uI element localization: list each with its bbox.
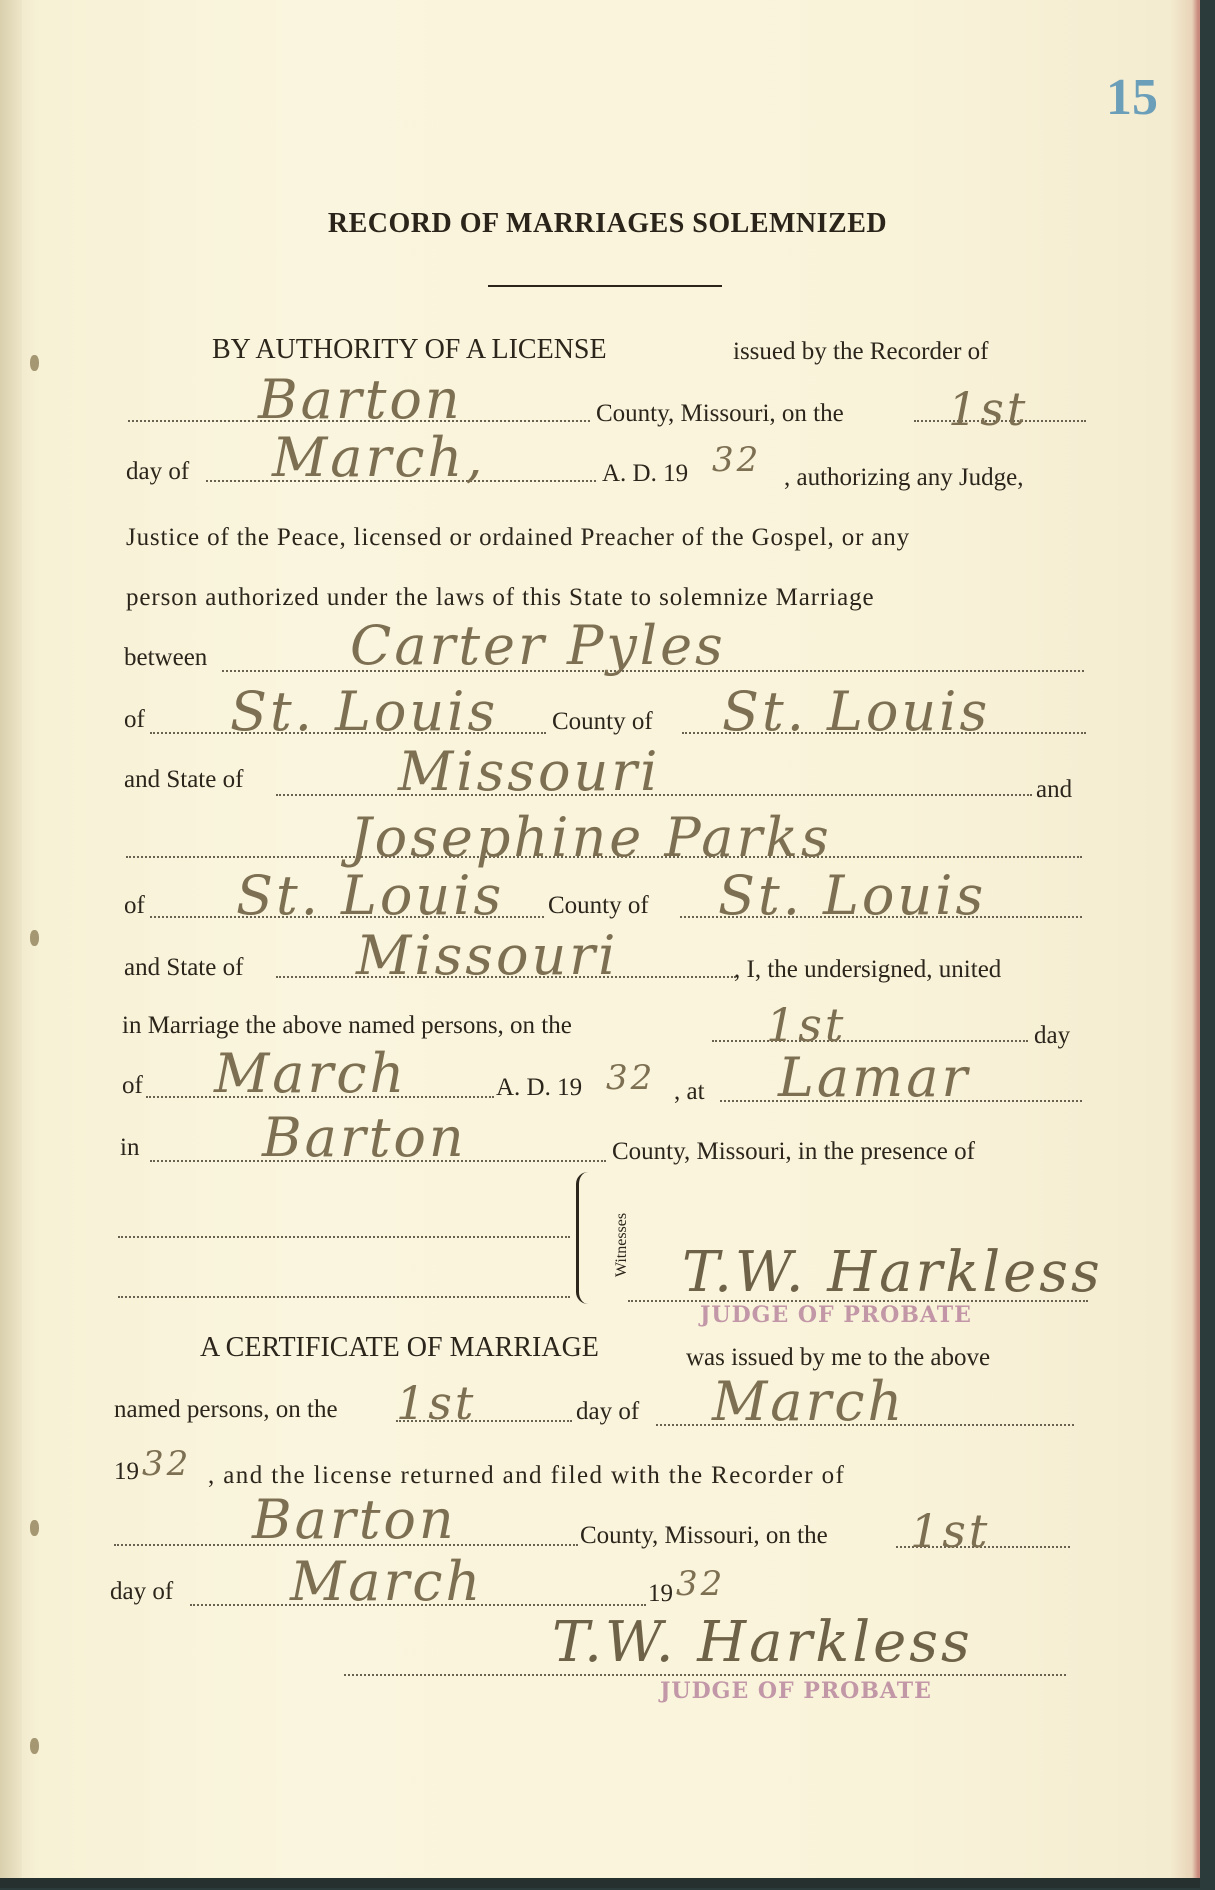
witness-line bbox=[118, 1236, 570, 1238]
day-of-label: day of bbox=[126, 458, 190, 485]
judge-signature: T.W. Harkless bbox=[682, 1240, 1103, 1305]
bride-state-handwritten: Missouri bbox=[356, 924, 619, 987]
of-label: of bbox=[122, 1072, 143, 1099]
recorder-signature: T.W. Harkless bbox=[552, 1610, 973, 1675]
of-label: of bbox=[124, 706, 145, 733]
license-intro-rest: issued by the Recorder of bbox=[733, 338, 989, 365]
binding-hole bbox=[30, 1738, 39, 1754]
ceremony-place-handwritten: Lamar bbox=[778, 1046, 971, 1109]
certificate-county-handwritten: Barton bbox=[252, 1488, 457, 1551]
county-of-label: County of bbox=[552, 708, 653, 735]
certificate-intro-caps: A CERTIFICATE OF MARRIAGE bbox=[200, 1332, 599, 1363]
binding-hole bbox=[30, 1520, 39, 1536]
in-label: in bbox=[120, 1134, 140, 1161]
authorizing-text: , authorizing any Judge, bbox=[784, 464, 1024, 491]
undersigned-text: , I, the undersigned, united bbox=[734, 956, 1002, 983]
ad-label: A. D. 19 bbox=[496, 1074, 583, 1101]
judge-of-probate-stamp: JUDGE OF PROBATE bbox=[700, 1302, 972, 1328]
ceremony-text: in Marriage the above named persons, on the bbox=[122, 1012, 572, 1039]
witness-brace bbox=[576, 1172, 597, 1304]
day-label: day bbox=[1034, 1022, 1071, 1049]
license-county-handwritten: Barton bbox=[258, 368, 463, 431]
page-number: 15 bbox=[1106, 69, 1158, 126]
certificate-year-handwritten: 32 bbox=[142, 1444, 192, 1484]
ceremony-county-handwritten: Barton bbox=[262, 1106, 467, 1169]
license-month-handwritten: March, bbox=[272, 426, 486, 489]
license-day-handwritten: 1st bbox=[948, 382, 1029, 436]
county-missouri-label: County, Missouri, on the bbox=[580, 1522, 828, 1549]
groom-city-handwritten: St. Louis bbox=[230, 680, 499, 743]
certificate-year2-handwritten: 32 bbox=[676, 1564, 726, 1604]
day-of-label: day of bbox=[576, 1398, 640, 1425]
bride-name-handwritten: Josephine Parks bbox=[350, 806, 832, 869]
between-label: between bbox=[124, 644, 208, 671]
groom-name-handwritten: Carter Pyles bbox=[350, 614, 726, 677]
groom-state-handwritten: Missouri bbox=[398, 740, 661, 803]
groom-county-handwritten: St. Louis bbox=[722, 680, 991, 743]
bride-city-handwritten: St. Louis bbox=[236, 864, 505, 927]
ceremony-day-line bbox=[712, 1040, 1028, 1042]
bride-county-handwritten: St. Louis bbox=[718, 864, 987, 927]
certificate-day-handwritten: 1st bbox=[396, 1376, 477, 1430]
day-of-label: day of bbox=[110, 1578, 174, 1605]
certificate-month2-handwritten: March bbox=[290, 1550, 484, 1613]
book-gutter bbox=[0, 0, 22, 1878]
ad-label: A. D. 19 bbox=[602, 460, 689, 487]
judge-of-probate-stamp: JUDGE OF PROBATE bbox=[660, 1678, 932, 1704]
state-of-label: and State of bbox=[124, 766, 244, 793]
authorization-text-line: person authorized under the laws of this State to solemnize Marriage bbox=[126, 584, 875, 611]
certificate-day2-handwritten: 1st bbox=[910, 1504, 991, 1558]
and-label: and bbox=[1036, 776, 1073, 803]
certificate-intro-rest: was issued by me to the above bbox=[686, 1344, 991, 1371]
year-prefix: 19 bbox=[114, 1458, 139, 1485]
page-title: RECORD OF MARRIAGES SOLEMNIZED bbox=[327, 208, 888, 239]
license-returned-text: , and the license returned and filed with the Recorder of bbox=[208, 1462, 846, 1489]
ceremony-year-handwritten: 32 bbox=[606, 1058, 656, 1098]
certificate-month-handwritten: March bbox=[712, 1370, 906, 1433]
binding-hole bbox=[30, 355, 39, 371]
title-divider bbox=[488, 285, 722, 287]
license-year-handwritten: 32 bbox=[712, 440, 762, 480]
binding-hole bbox=[30, 930, 39, 946]
at-label: , at bbox=[674, 1078, 705, 1105]
named-persons-label: named persons, on the bbox=[114, 1396, 338, 1423]
ceremony-month-handwritten: March bbox=[214, 1042, 408, 1105]
officiant-text-line: Justice of the Peace, licensed or ordained Preacher of the Gospel, or any bbox=[126, 524, 910, 551]
county-missouri-label: County, Missouri, on the bbox=[596, 400, 844, 427]
of-label: of bbox=[124, 892, 145, 919]
presence-text: County, Missouri, in the presence of bbox=[612, 1138, 975, 1165]
county-of-label: County of bbox=[548, 892, 649, 919]
ceremony-day-handwritten: 1st bbox=[766, 998, 847, 1052]
year-prefix: 19 bbox=[648, 1580, 673, 1607]
witness-line bbox=[118, 1296, 570, 1298]
state-of-label: and State of bbox=[124, 954, 244, 981]
license-intro-caps: BY AUTHORITY OF A LICENSE bbox=[212, 334, 607, 365]
witnesses-label: Witnesses bbox=[613, 1212, 631, 1278]
